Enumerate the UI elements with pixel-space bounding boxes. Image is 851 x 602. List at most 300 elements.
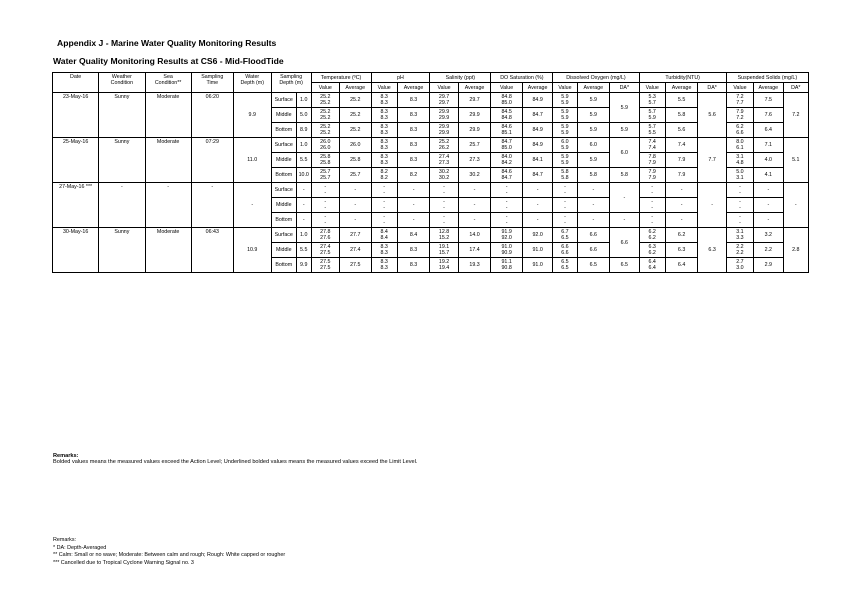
value-2: 3.0 [736,265,744,271]
cell-dosat-avg: - [522,213,552,228]
value-2: 27.5 [320,250,331,256]
value-2: 90.9 [501,250,512,256]
value-2: 84.8 [501,115,512,121]
cell-ss-avg: - [754,213,783,228]
value-2: 29.7 [438,100,450,106]
value-1: - [505,184,508,190]
cell-ss-avg: 4.1 [754,168,783,183]
value-1: 8.3 [380,244,388,250]
water-quality-table [52,72,809,273]
value-1: 27.5 [320,259,331,265]
cell-do-avg: - [577,213,610,228]
cell-sampling-depth: 5.0 [296,108,311,123]
cell-turb-avg: 5.5 [665,93,698,108]
cell-sal-values [430,93,458,108]
cell-level: Middle [271,243,296,258]
cell-temp-avg: 27.5 [339,258,371,273]
cell-turb-da: - [698,183,726,228]
value-2: 3.1 [736,175,744,181]
value-2: 5.9 [561,130,569,136]
cell-do-da-bottom: 5.9 [610,123,639,138]
cell-turb-avg: - [665,213,698,228]
col-time [191,73,233,93]
value-1: - [505,214,508,220]
value-1: 84.0 [501,154,512,160]
cell-level: Middle [271,198,296,213]
cell-dosat-values [491,153,523,168]
cell-sampling-depth: 1.0 [296,228,311,243]
value-1: 84.6 [501,169,512,175]
cell-sea: Moderate [145,138,191,183]
cell-ph-avg: - [397,213,430,228]
cell-sea: Moderate [145,228,191,273]
value-2: 84.7 [501,175,512,181]
cell-ss-values [726,198,753,213]
value-2: 8.3 [380,145,388,151]
cell-ss-da: 7.2 [783,93,808,138]
value-1: 25.7 [320,169,331,175]
value-2: 27.3 [438,160,450,166]
value-1: 6.7 [561,229,569,235]
value-2: - [324,205,327,211]
table-row [53,93,809,108]
value-1: 7.8 [648,154,656,160]
value-1: 5.7 [648,109,656,115]
value-1: 5.3 [648,94,656,100]
value-1: 6.0 [561,139,569,145]
cell-level: Bottom [271,168,296,183]
cell-turb-values [639,138,665,153]
value-2: - [383,190,386,196]
sub-average: Average [458,83,491,93]
cell-ss-values [726,183,753,198]
value-1: 25.2 [438,139,450,145]
cell-turb-avg: 7.4 [665,138,698,153]
cell-dosat-avg: 84.9 [522,93,552,108]
cell-sal-avg: - [458,183,491,198]
cell-sea: Moderate [145,93,191,138]
cell-dosat-values [491,243,523,258]
cell-level: Surface [271,93,296,108]
cell-do-values [553,213,577,228]
cell-ph-avg: 8.2 [397,168,430,183]
cell-dosat-avg: 92.0 [522,228,552,243]
cell-sal-values [430,153,458,168]
cell-sal-avg: - [458,198,491,213]
value-2: 92.0 [501,235,512,241]
cell-ss-values [726,228,753,243]
value-1: 27.4 [438,154,450,160]
value-1: 8.2 [380,169,388,175]
value-1: - [443,184,445,190]
cell-dosat-values [491,108,523,123]
value-2: 8.3 [380,250,388,256]
cell-ss-values [726,108,753,123]
value-2: 85.0 [501,100,512,106]
cell-do-avg: 5.9 [577,153,610,168]
cell-ph-values [371,228,397,243]
cell-date: 23-May-16 [53,93,99,138]
value-2: - [564,205,566,211]
cell-ph-values [371,243,397,258]
cell-temp-values [311,228,339,243]
remarks-2-line: ** Calm: Small or no wave; Moderate: Between calm and rough; Rough: White capped or rougher [53,552,286,558]
cell-sal-values [430,183,458,198]
cell-turb-values [639,228,665,243]
value-2: 7.9 [648,160,656,166]
cell-sampling-depth: 1.0 [296,93,311,108]
appendix-title: Appendix J - Marine Water Quality Monitoring Results [57,38,277,48]
cell-do-da-bottom: 5.8 [610,168,639,183]
value-2: 7.4 [648,145,656,151]
value-2: 84.2 [501,160,512,166]
cell-ph-avg: 8.3 [397,258,430,273]
cell-turb-values [639,168,665,183]
cell-temp-avg: 25.2 [339,123,371,138]
value-2: - [739,205,741,211]
cell-sal-avg: 14.0 [458,228,491,243]
cell-time: 06:43 [191,228,233,273]
cell-sal-values [430,168,458,183]
cell-ph-values [371,198,397,213]
cell-sampling-depth: - [296,183,311,198]
value-2: 25.2 [320,115,331,121]
value-1: 7.9 [648,169,656,175]
sub-value: Value [639,83,665,93]
value-1: 19.2 [438,259,450,265]
value-2: 5.9 [561,160,569,166]
cell-ss-avg: 2.2 [754,243,783,258]
col-date: Date [53,73,99,93]
cell-ph-avg: 8.3 [397,108,430,123]
cell-ss-avg: 2.9 [754,258,783,273]
value-1: 91.0 [501,244,512,250]
cell-do-avg: 5.9 [577,93,610,108]
value-1: 29.9 [438,109,450,115]
cell-temp-avg: 25.8 [339,153,371,168]
cell-sal-avg: 29.7 [458,93,491,108]
cell-turb-avg: - [665,198,698,213]
col-weather [99,73,145,93]
value-1: 6.6 [561,244,569,250]
col-time-l2: Time [206,80,219,86]
value-1: 84.6 [501,124,512,130]
cell-ss-da: - [783,183,808,228]
value-2: 8.3 [380,115,388,121]
value-1: 12.8 [438,229,450,235]
cell-ph-avg: 8.4 [397,228,430,243]
value-1: - [739,214,741,220]
value-2: - [739,190,741,196]
sub-average: Average [397,83,430,93]
cell-dosat-avg: 84.7 [522,168,552,183]
cell-ph-avg: 8.3 [397,138,430,153]
cell-do-da: - [610,183,639,213]
col-sampling-l1: Sampling [280,74,303,80]
cell-time: 06:20 [191,93,233,138]
value-2: 5.9 [648,115,656,121]
cell-dosat-avg: 84.1 [522,153,552,168]
cell-temp-avg: 25.7 [339,168,371,183]
value-2: 19.4 [438,265,450,271]
value-2: 30.2 [438,175,450,181]
cell-weather: Sunny [99,138,145,183]
cell-ph-avg: 8.3 [397,243,430,258]
cell-ss-da: 5.1 [783,138,808,183]
value-2: 25.8 [320,160,331,166]
sub-average: Average [339,83,371,93]
cell-level: Bottom [271,123,296,138]
value-1: - [383,199,386,205]
value-2: - [443,190,445,196]
sub-average: Average [754,83,783,93]
cell-dosat-avg: 84.9 [522,138,552,153]
sub-value: Value [553,83,577,93]
sub-average: Average [522,83,552,93]
cell-sea: - [145,183,191,228]
cell-sal-values [430,198,458,213]
value-2: 8.4 [380,235,388,241]
cell-do-values [553,138,577,153]
value-1: 3.1 [736,229,744,235]
value-2: 90.8 [501,265,512,271]
value-1: 25.2 [320,109,331,115]
cell-sal-avg: - [458,213,491,228]
value-2: 25.2 [320,100,331,106]
cell-turb-avg: 6.4 [665,258,698,273]
cell-sampling-depth: 8.9 [296,123,311,138]
value-1: 84.8 [501,94,512,100]
cell-ss-values [726,168,753,183]
cell-dosat-values [491,168,523,183]
value-2: - [505,205,508,211]
cell-do-avg: - [577,198,610,213]
cell-dosat-values [491,228,523,243]
value-1: 6.4 [648,259,656,265]
cell-level: Middle [271,153,296,168]
value-2: 26.0 [320,145,331,151]
value-1: - [324,184,327,190]
value-2: 6.6 [561,250,569,256]
cell-ph-avg: 8.3 [397,153,430,168]
cell-turb-values [639,108,665,123]
value-1: 27.4 [320,244,331,250]
value-2: 6.1 [736,145,744,151]
cell-ss-avg: 6.4 [754,123,783,138]
cell-level: Bottom [271,258,296,273]
value-1: 6.5 [561,259,569,265]
value-2: 8.3 [380,160,388,166]
cell-ss-avg: - [754,198,783,213]
value-1: 8.3 [380,259,388,265]
cell-ss-avg: 7.1 [754,138,783,153]
value-2: 26.2 [438,145,450,151]
cell-turb-values [639,153,665,168]
cell-sampling-depth: 1.0 [296,138,311,153]
value-1: 8.3 [380,124,388,130]
cell-ph-avg: - [397,198,430,213]
cell-temp-values [311,93,339,108]
value-2: - [651,205,654,211]
cell-sal-avg: 27.3 [458,153,491,168]
cell-temp-values [311,153,339,168]
col-sampling-depth [271,73,311,93]
cell-sal-avg: 29.9 [458,108,491,123]
cell-turb-avg: 7.9 [665,153,698,168]
cell-dosat-values [491,123,523,138]
cell-dosat-avg: - [522,198,552,213]
value-2: 85.1 [501,130,512,136]
cell-dosat-values [491,213,523,228]
col-turbidity: Turbidity(NTU) [639,73,726,83]
cell-level: Surface [271,183,296,198]
cell-turb-avg: 5.6 [665,123,698,138]
value-1: - [383,184,386,190]
cell-weather: Sunny [99,93,145,138]
value-2: 5.8 [561,175,569,181]
cell-do-da: 6.0 [610,138,639,168]
cell-do-values [553,243,577,258]
cell-do-values [553,93,577,108]
sub-value: Value [430,83,458,93]
remarks-1-text: Bolded values means the measured values exceed the Action Level; Underlined bolded values means the measured values exceed the Limit Level. [53,459,418,465]
cell-time: - [191,183,233,228]
value-1: - [383,214,386,220]
value-2: - [443,220,445,226]
cell-ss-values [726,93,753,108]
value-2: 6.4 [648,265,656,271]
value-2: 6.5 [561,265,569,271]
value-2: - [564,190,566,196]
cell-water-depth: 9.9 [233,93,271,138]
value-1: 5.9 [561,154,569,160]
cell-dosat-values [491,198,523,213]
value-2: 5.9 [561,145,569,151]
value-1: 19.1 [438,244,450,250]
cell-ss-values [726,258,753,273]
cell-do-values [553,123,577,138]
value-2: 29.9 [438,130,450,136]
cell-ph-values [371,123,397,138]
value-2: 3.3 [736,235,744,241]
value-1: 84.5 [501,109,512,115]
cell-dosat-avg: 84.7 [522,108,552,123]
cell-do-values [553,108,577,123]
cell-ph-values [371,213,397,228]
sub-average: Average [577,83,610,93]
sub-value: Value [311,83,339,93]
cell-ss-values [726,123,753,138]
cell-turb-avg: 6.3 [665,243,698,258]
remarks-block-1 [53,453,417,465]
value-2: 7.7 [736,100,744,106]
cell-ss-avg: 7.5 [754,93,783,108]
value-2: 4.8 [736,160,744,166]
cell-do-avg: 6.5 [577,258,610,273]
value-2: 8.3 [380,265,388,271]
cell-do-values [553,228,577,243]
value-2: 27.6 [320,235,331,241]
value-1: 8.0 [736,139,744,145]
cell-water-depth: 10.9 [233,228,271,273]
cell-dosat-avg: 91.0 [522,258,552,273]
value-1: 6.2 [736,124,744,130]
cell-do-avg: 6.0 [577,138,610,153]
value-1: - [324,214,327,220]
value-1: 8.3 [380,94,388,100]
cell-ss-avg: 4.0 [754,153,783,168]
remarks-1-title: Remarks: [53,453,79,459]
cell-ss-values [726,153,753,168]
cell-sal-avg: 19.3 [458,258,491,273]
cell-do-values [553,168,577,183]
cell-dosat-values [491,183,523,198]
cell-water-depth: 11.0 [233,138,271,183]
value-1: 5.0 [736,169,744,175]
cell-turb-da: 7.7 [698,138,726,183]
cell-do-avg: 6.6 [577,228,610,243]
sub-da: DA* [698,83,726,93]
value-2: 8.3 [380,100,388,106]
value-1: 7.2 [736,94,744,100]
cell-sampling-depth: 5.5 [296,243,311,258]
value-2: 15.7 [438,250,450,256]
table-row [53,138,809,153]
cell-turb-values [639,198,665,213]
col-temperature: Temperature (ºC) [311,73,371,83]
cell-ph-avg: - [397,183,430,198]
remarks-2-title: Remarks: [53,537,77,543]
value-2: 5.9 [561,100,569,106]
cell-ss-da: 2.8 [783,228,808,273]
value-2: - [651,190,654,196]
value-1: 91.1 [501,259,512,265]
sub-da: DA* [783,83,808,93]
cell-sampling-depth: 5.5 [296,153,311,168]
value-1: - [651,214,654,220]
value-2: 7.9 [648,175,656,181]
cell-sampling-depth: - [296,198,311,213]
cell-ss-avg: - [754,183,783,198]
value-1: 5.9 [561,109,569,115]
value-1: 30.2 [438,169,450,175]
sub-average: Average [665,83,698,93]
cell-turb-values [639,123,665,138]
value-1: - [564,214,566,220]
cell-turb-avg: 5.8 [665,108,698,123]
value-1: 8.3 [380,154,388,160]
value-1: - [651,184,654,190]
header-row-1 [53,73,809,83]
cell-sampling-depth: - [296,213,311,228]
value-1: 6.2 [648,229,656,235]
value-2: - [505,220,508,226]
value-2: - [383,220,386,226]
value-1: 5.9 [561,94,569,100]
cell-ss-avg: 7.6 [754,108,783,123]
value-1: 2.7 [736,259,744,265]
col-ph: pH [371,73,430,83]
value-1: - [564,184,566,190]
cell-temp-values [311,183,339,198]
cell-sal-values [430,138,458,153]
value-2: 6.2 [648,235,656,241]
cell-turb-values [639,243,665,258]
col-sea-l1: Sea [163,74,173,80]
cell-dosat-avg: 91.0 [522,243,552,258]
cell-do-avg: 5.9 [577,123,610,138]
sub-da: DA* [610,83,639,93]
